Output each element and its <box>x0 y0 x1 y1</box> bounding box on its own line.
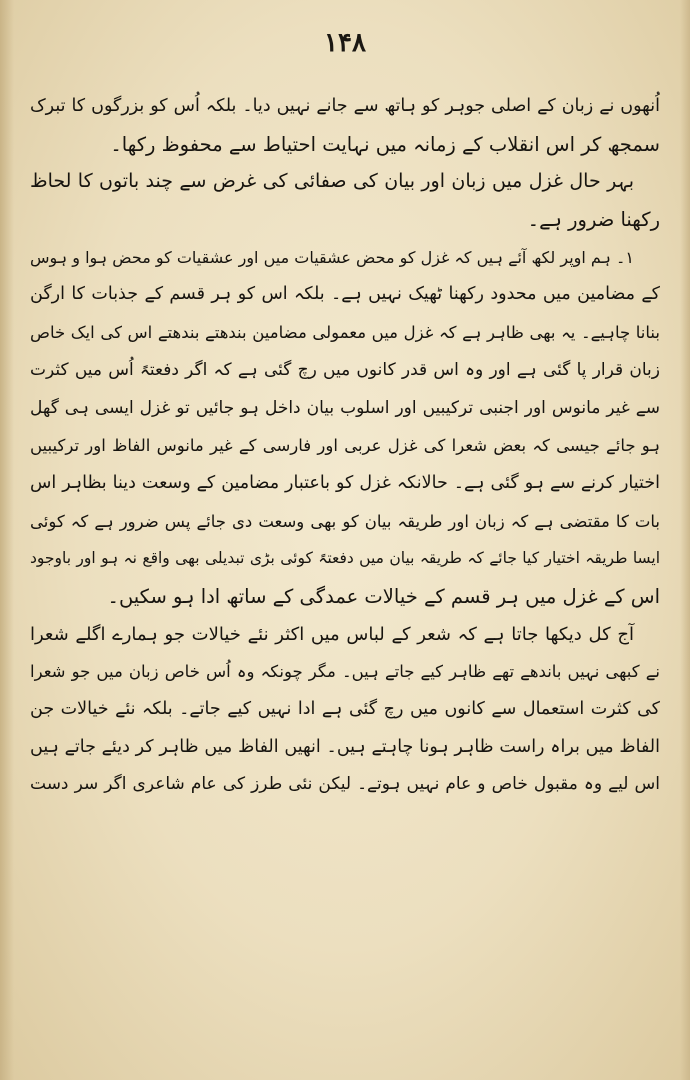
text-line: الفاظ میں براہ راست ظاہر ہونا چاہتے ہیں۔ انھیں الفاظ میں ظاہر کر دیئے جاتے ہیں <box>30 736 660 757</box>
text-line: ایسا طریقہ اختیار کیا جائے کہ طریقہ بیان میں دفعتہً کوئی بڑی تبدیلی بھی واقع نہ ہو اور باوجود <box>30 549 660 568</box>
text-line: اس لیے وہ مقبول خاص و عام نہیں ہوتے۔ لیکن نئی طرز کی عام شاعری اگر سر دست <box>30 774 660 795</box>
text-line: رکھنا ضرور ہے۔ <box>527 208 660 232</box>
page-number: ۱۴۸ <box>324 28 366 58</box>
text-line: ۱۔ ہم اوپر لکھ آئے ہیں کہ غزل کو محض عشقیات میں اور عشقیات کو محض ہوا و ہوس <box>30 247 634 267</box>
text-line: بات کا مقتضی ہے کہ زبان اور طریقہ بیان کو بھی وسعت دی جائے پس ضرور ہے کہ کوئی <box>30 511 660 531</box>
text-line: سے غیر مانوس اور اجنبی ترکیبیں اور اسلوب بیان داخل ہو جائیں تو غزل ایسی ہی گھل <box>30 397 660 418</box>
text-line: بنانا چاہیے۔ یہ بھی ظاہر ہے کہ غزل میں معمولی مضامین بندھتے بندھتے اس کی ایک خاص <box>30 323 660 343</box>
text-line: آج کل دیکھا جاتا ہے کہ شعر کے لباس میں اکثر نئے خیالات جو ہمارے اگلے شعرا <box>30 623 634 645</box>
text-body <box>30 88 660 804</box>
text-line: نے کبھی نہیں باندھے تھے ظاہر کیے جاتے ہیں۔ مگر چونکہ وہ اُس خاص زبان میں جو شعرا <box>30 662 660 682</box>
text-line: کی کثرت استعمال سے کانوں میں رچ گئی ہے ادا نہیں کیے جاتے۔ بلکہ نئے خیالات جن <box>30 699 660 719</box>
text-line: زبان قرار پا گئی ہے اور وہ اس قدر کانوں میں رچ گئی ہے کہ اگر دفعتہً اُس میں کثرت <box>30 359 660 380</box>
text-line: سمجھ کر اس انقلاب کے زمانہ میں نہایت احتیاط سے محفوظ رکھا۔ <box>110 132 660 156</box>
text-line: بہر حال غزل میں زبان اور بیان کی صفائی کی غرض سے چند باتوں کا لحاظ <box>30 170 634 193</box>
text-line: اُنھوں نے زبان کے اصلی جوہر کو ہاتھ سے جانے نہیں دیا۔ بلکہ اُس کو بزرگوں کا تبرک <box>30 96 660 116</box>
text-line: اس کے غزل میں ہر قسم کے خیالات عمدگی کے ساتھ ادا ہو سکیں۔ <box>107 584 660 608</box>
text-line: ہو جائے جیسی کہ بعض شعرا کی غزل عربی اور فارسی کے غیر مانوس الفاظ اور ترکیبیں <box>30 436 660 456</box>
text-line: اختیار کرنے سے ہو گئی ہے۔ حالانکہ غزل کو باعتبار مضامین کے وسعت دینا بظاہر اس <box>30 472 660 493</box>
text-line: کے مضامین میں محدود رکھنا ٹھیک نہیں ہے۔ بلکہ اس کو ہر قسم کے جذبات کا ارگن <box>30 284 660 305</box>
